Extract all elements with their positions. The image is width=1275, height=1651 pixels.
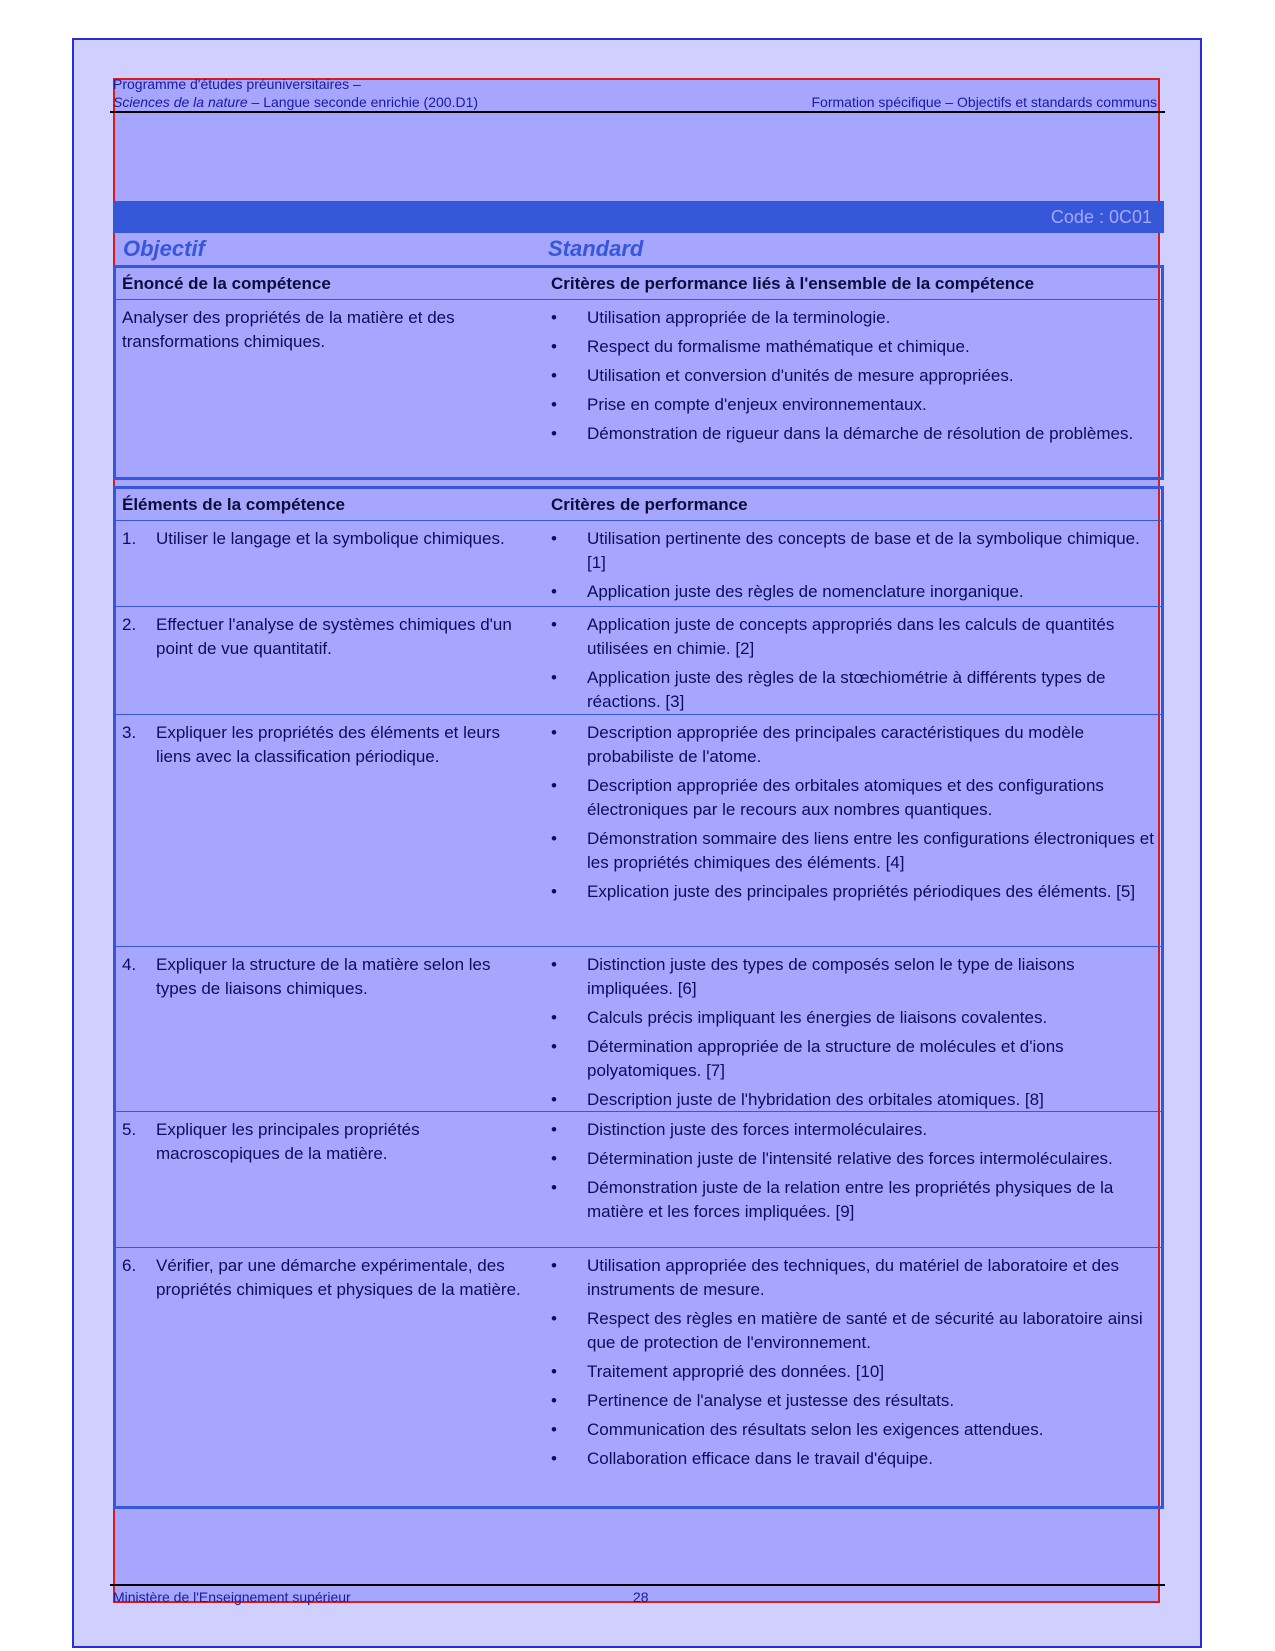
criterion-item: • Description appropriée des orbitales atomiques et des configurations électroniques par le recours aux nombres quantiques. — [551, 774, 1161, 822]
header-program-line1: Programme d'études préuniversitaires – — [113, 76, 361, 92]
criteria-list — [551, 721, 1161, 904]
criterion-item: • Utilisation appropriée de la terminologie. — [551, 306, 1161, 330]
criterion-item: • Respect des règles en matière de santé et de sécurité au laboratoire ainsi que de protection de l'environnement. — [551, 1307, 1161, 1355]
standard-title: Standard — [548, 236, 644, 261]
element-text: Expliquer les propriétés des éléments et leurs liens avec la classification périodique. — [156, 723, 500, 766]
element-text: Utiliser le langage et la symbolique chimiques. — [156, 529, 505, 548]
element-number: 3. — [122, 723, 137, 742]
performance-criteria — [551, 1254, 1161, 1476]
overall-criteria-heading: Critères de performance liés à l'ensemble de la compétence — [551, 274, 1035, 293]
criterion-item: • Collaboration efficace dans le travail d'équipe. — [551, 1447, 1161, 1471]
criterion-item: • Distinction juste des types de composés selon le type de liaisons impliquées. [6] — [551, 953, 1161, 1001]
competency-elements-table — [113, 486, 1164, 1509]
criterion-item: • Utilisation et conversion d'unités de mesure appropriées. — [551, 364, 1161, 388]
criterion-item: • Pertinence de l'analyse et justesse des résultats. — [551, 1389, 1161, 1413]
criterion-item: • Traitement approprié des données. [10] — [551, 1360, 1161, 1384]
criterion-item: • Communication des résultats selon les exigences attendues. — [551, 1418, 1161, 1442]
header-program-code: – Langue seconde enrichie (200.D1) — [247, 94, 479, 110]
element-text: Expliquer la structure de la matière selon les types de liaisons chimiques. — [156, 955, 491, 998]
criteria-list — [551, 953, 1161, 1112]
table-row — [116, 715, 1161, 947]
header-program-line2 — [113, 94, 478, 110]
table-row — [116, 1112, 1161, 1248]
statement-heading: Énoncé de la compétence — [122, 274, 331, 293]
criteria-list — [551, 1254, 1161, 1471]
criterion-item: • Détermination appropriée de la structure de molécules et d'ions polyatomiques. [7] — [551, 1035, 1161, 1083]
element-number: 5. — [122, 1120, 137, 1139]
criterion-item: • Calculs précis impliquant les énergies de liaisons covalentes. — [551, 1006, 1161, 1030]
code-band — [113, 201, 1164, 233]
criteria-list — [551, 613, 1161, 714]
criterion-item: • Démonstration sommaire des liens entre les configurations électroniques et les propriétés chimiques des éléments. [4] — [551, 827, 1161, 875]
competency-statement-table — [113, 265, 1164, 480]
footer-ministry: Ministère de l'Enseignement supérieur — [113, 1589, 351, 1605]
table-row — [116, 607, 1161, 715]
table-row — [116, 1248, 1161, 1472]
element-text: Effectuer l'analyse de systèmes chimiques d'un point de vue quantitatif. — [156, 615, 512, 658]
page-number: 28 — [633, 1589, 649, 1605]
performance-criteria — [551, 1118, 1161, 1229]
element-text: Vérifier, par une démarche expérimentale, des propriétés chimiques et physiques de la matière. — [156, 1256, 521, 1299]
criterion-item: • Application juste de concepts appropriés dans les calculs de quantités utilisées en chimie. [2] — [551, 613, 1161, 661]
element-number: 6. — [122, 1256, 137, 1275]
performance-criteria — [551, 527, 1161, 609]
criteria-list — [551, 1118, 1161, 1224]
header-section: Formation spécifique – Objectifs et standards communs — [811, 94, 1157, 110]
competency-statement: Analyser des propriétés de la matière et des transformations chimiques. — [122, 308, 455, 351]
element-text: Expliquer les principales propriétés macroscopiques de la matière. — [156, 1120, 420, 1163]
table-row — [116, 300, 1161, 476]
table-header — [116, 268, 1161, 300]
overall-criteria — [551, 306, 1161, 451]
criterion-item: • Démonstration de rigueur dans la démarche de résolution de problèmes. — [551, 422, 1161, 446]
element-number: 1. — [122, 529, 137, 548]
criterion-item: • Utilisation pertinente des concepts de base et de la symbolique chimique. [1] — [551, 527, 1161, 575]
criterion-item: • Utilisation appropriée des techniques, du matériel de laboratoire et des instruments de mesure. — [551, 1254, 1161, 1302]
objective-title: Objectif — [123, 236, 205, 261]
criteria-list — [551, 306, 1161, 446]
performance-criteria — [551, 721, 1161, 909]
criteria-heading: Critères de performance — [551, 495, 748, 514]
criterion-item: • Démonstration juste de la relation entre les propriétés physiques de la matière et les forces impliquées. [9] — [551, 1176, 1161, 1224]
performance-criteria — [551, 613, 1161, 719]
criterion-item: • Explication juste des principales propriétés périodiques des éléments. [5] — [551, 880, 1161, 904]
criterion-item: • Application juste des règles de nomenclature inorganique. — [551, 580, 1161, 604]
criteria-list — [551, 527, 1161, 604]
criterion-item: • Détermination juste de l'intensité relative des forces intermoléculaires. — [551, 1147, 1161, 1171]
criterion-item: • Description appropriée des principales caractéristiques du modèle probabiliste de l'atome. — [551, 721, 1161, 769]
element-number: 4. — [122, 955, 137, 974]
table-header — [116, 489, 1161, 521]
table-row — [116, 947, 1161, 1112]
criterion-item: • Application juste des règles de la stœchiométrie à différents types de réactions. [3] — [551, 666, 1161, 714]
criterion-item: • Respect du formalisme mathématique et chimique. — [551, 335, 1161, 359]
competency-code: Code : 0C01 — [1050, 207, 1152, 227]
elements-heading: Éléments de la compétence — [122, 495, 345, 514]
criterion-item: • Distinction juste des forces intermoléculaires. — [551, 1118, 1161, 1142]
table-row — [116, 521, 1161, 607]
footer-rule — [110, 1584, 1165, 1586]
performance-criteria — [551, 953, 1161, 1117]
header-rule — [110, 111, 1165, 113]
header-program-name: Sciences de la nature — [113, 94, 248, 110]
criterion-item: • Prise en compte d'enjeux environnementaux. — [551, 393, 1161, 417]
element-number: 2. — [122, 615, 137, 634]
criterion-item: • Description juste de l'hybridation des orbitales atomiques. [8] — [551, 1088, 1161, 1112]
